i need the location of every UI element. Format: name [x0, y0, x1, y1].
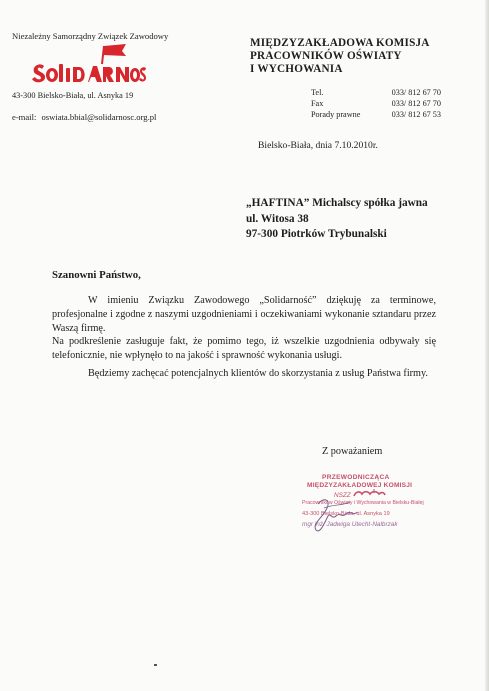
- stamp-title: PRZEWODNICZĄCA: [322, 474, 390, 481]
- union-name: Niezależny Samorządny Związek Zawodowy: [12, 31, 169, 41]
- contact-list: [311, 87, 441, 120]
- contact-row-legal: [311, 109, 441, 120]
- contact-label: Fax: [311, 99, 324, 108]
- commission-name: [250, 37, 430, 76]
- closing: Z poważaniem: [322, 446, 383, 457]
- solidarnosc-logo: [30, 42, 146, 84]
- body-paragraph: Na podkreślenie zasługuje fakt, że pomimo tego, iż wszelkie uzgodnienia odbywały się telefonicznie, nie wpłynęło to na jakość i sprawność wykonania usługi.: [52, 336, 436, 362]
- body-paragraph: W imieniu Związku Zawodowego „Solidarność” dziękuję za terminowe, profesjonalne i zgodne z naszymi uzgodnieniami i oczekiwaniami wykonanie sztandaru przez Waszą firmę.: [52, 295, 436, 334]
- greeting: Szanowni Państwo,: [52, 269, 141, 281]
- commission-line: PRACOWNIKÓW OŚWIATY: [250, 50, 402, 62]
- recipient-line: „HAFTINA” Michalscy spółka jawna: [246, 197, 428, 209]
- stamp-signatory: mgr inż. Jadwiga Utecht-Nalbrzak: [302, 521, 398, 528]
- email-line: [12, 112, 156, 122]
- union-address: 43-300 Bielsko-Biała, ul. Asnyka 19: [12, 91, 134, 100]
- solidarnosc-logo-graphic: [30, 42, 146, 84]
- stamp-nszz: NSZZ: [334, 492, 351, 499]
- email-address: oswiata.bbial@solidarnosc.org.pl: [41, 112, 157, 122]
- contact-value: 033/ 812 67 53: [391, 110, 441, 119]
- contact-row-phone: [311, 87, 441, 98]
- commission-line: I WYCHOWANIA: [250, 63, 343, 75]
- stamp-address: 43-300 Bielsko-Biała, ul. Asnyka 19: [302, 511, 390, 517]
- contact-value: 033/ 812 67 70: [391, 99, 441, 108]
- letter-date: Bielsko-Biała, dnia 7.10.2010r.: [258, 140, 378, 151]
- contact-label: Tel.: [311, 88, 324, 97]
- commission-line: MIĘDZYZAKŁADOWA KOMISJA: [250, 37, 430, 49]
- email-label: e-mail:: [12, 112, 37, 122]
- contact-value: 033/ 812 67 70: [391, 88, 441, 97]
- handwritten-signature: [294, 494, 374, 534]
- stamp-unit: Pracowników Oświaty i Wychowania w Bielsku-Białej: [302, 500, 424, 506]
- recipient-line: ul. Witosa 38: [246, 212, 309, 225]
- scan-edge: [485, 0, 489, 691]
- contact-label: Porady prawne: [311, 110, 361, 119]
- recipient-block: [246, 196, 428, 243]
- letter-body: [52, 294, 436, 381]
- recipient-line: 97-300 Piotrków Trybunalski: [246, 228, 387, 240]
- contact-row-fax: [311, 98, 441, 109]
- stamp-commission: MIĘDZYZAKŁADOWEJ KOMISJI: [307, 482, 413, 489]
- body-paragraph: Będziemy zachęcać potencjalnych klientów do skorzystania z usług Państwa firmy.: [88, 367, 428, 379]
- page-mark: [154, 664, 157, 666]
